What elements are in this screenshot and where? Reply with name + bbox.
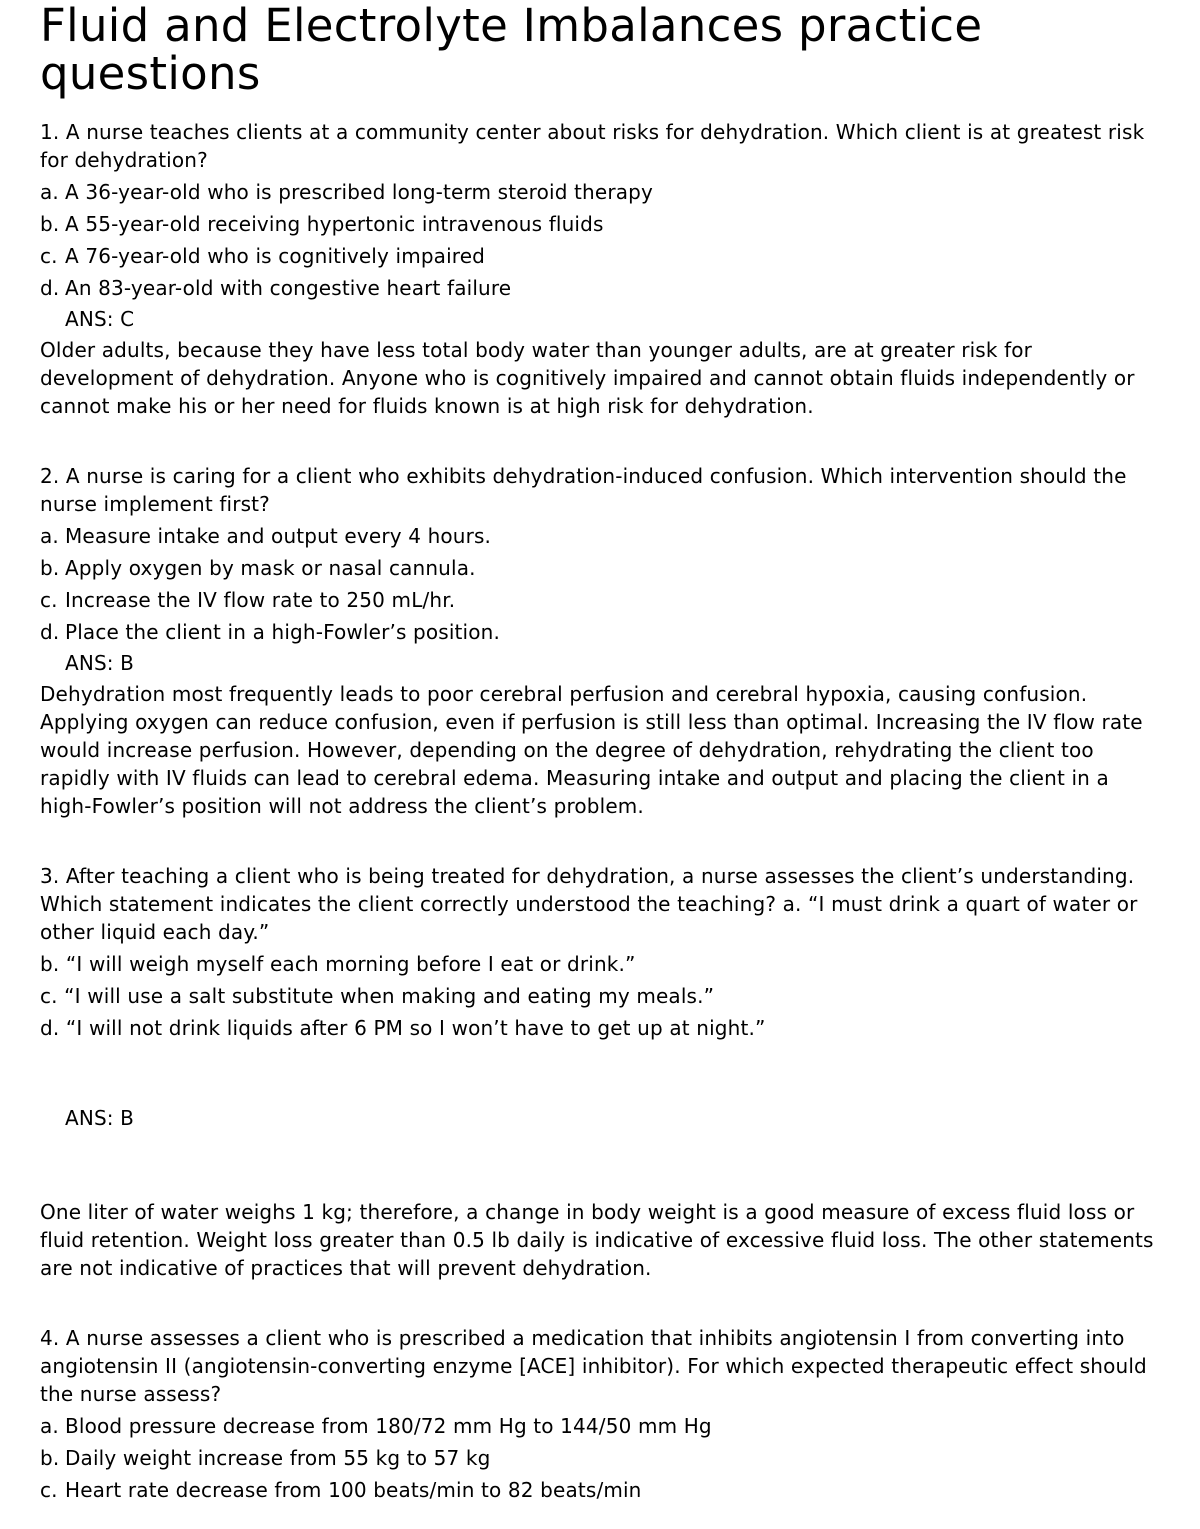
question-stem: 2. A nurse is caring for a client who exhibits dehydration-induced confusion. Which intervention should the nurse implement first?: [40, 464, 1127, 516]
option-c: [40, 242, 1165, 270]
option-text: Blood pressure decrease from 180/72 mm Hg to 144/50 mm Hg: [65, 1414, 712, 1438]
option-text: Heart rate decrease from 100 beats/min to 82 beats/min: [65, 1478, 642, 1502]
option-label: b.: [40, 1446, 60, 1470]
option-label: c.: [40, 1478, 58, 1502]
option-label: b.: [40, 952, 60, 976]
option-text: Increase the IV flow rate to 250 mL/hr.: [65, 588, 456, 612]
option-label: d.: [40, 1016, 60, 1040]
question-stem: 3. After teaching a client who is being treated for dehydration, a nurse assesses the client’s understanding. Which statement indicates the client correctly understood the teaching? a. “I must drink a quart of water or other liquid each day.”: [40, 864, 1138, 944]
question-3: [40, 862, 1165, 1282]
option-b: [40, 1444, 1165, 1472]
option-label: a.: [40, 1414, 59, 1438]
answer-key: ANS: C: [65, 307, 135, 331]
option-label: c.: [40, 984, 58, 1008]
option-label: a.: [40, 180, 59, 204]
option-label: c.: [40, 244, 58, 268]
option-b: [40, 950, 1165, 978]
question-stem: 1. A nurse teaches clients at a community center about risks for dehydration. Which client is at greatest risk for dehydration?: [40, 120, 1145, 172]
document-page: [40, 0, 1165, 1504]
option-label: d.: [40, 276, 60, 300]
option-b: [40, 210, 1165, 238]
option-c: [40, 982, 1165, 1010]
option-text: A 76-year-old who is cognitively impaired: [65, 244, 486, 268]
question-2: [40, 462, 1165, 820]
option-text: “I will use a salt substitute when making and eating my meals.”: [64, 984, 715, 1008]
option-text: “I will weigh myself each morning before I eat or drink.”: [65, 952, 636, 976]
option-a: [40, 1412, 1165, 1440]
option-c: [40, 586, 1165, 614]
answer-key: ANS: B: [65, 1106, 135, 1130]
rationale: Dehydration most frequently leads to poor cerebral perfusion and cerebral hypoxia, causing confusion. Applying oxygen can reduce confusion, even if perfusion is still less than optimal. Increasing the IV flow rate would increase perfusion. However, depending on the degree of dehydration, rehydrating the client too rapidly with IV fluids can lead to cerebral edema. Measuring intake and output and placing the client in a high-Fowler’s position will not address the client’s problem.: [40, 682, 1143, 818]
option-d: [40, 1014, 1165, 1042]
option-d: [40, 618, 1165, 646]
option-d: [40, 274, 1165, 302]
option-label: d.: [40, 620, 60, 644]
rationale: Older adults, because they have less total body water than younger adults, are at greater risk for development of dehydration. Anyone who is cognitively impaired and cannot obtain fluids independently or cannot make his or her need for fluids known is at high risk for dehydration.: [40, 338, 1135, 418]
option-label: c.: [40, 588, 58, 612]
option-b: [40, 554, 1165, 582]
option-a: [40, 522, 1165, 550]
option-text: Apply oxygen by mask or nasal cannula.: [65, 556, 476, 580]
option-text: An 83-year-old with congestive heart failure: [65, 276, 512, 300]
page-title: Fluid and Electrolyte Imbalances practice questions: [40, 0, 983, 100]
option-c: [40, 1476, 1165, 1504]
question-1: [40, 118, 1165, 420]
option-a: [40, 178, 1165, 206]
answer-key: ANS: B: [65, 651, 135, 675]
option-text: A 36-year-old who is prescribed long-term steroid therapy: [65, 180, 653, 204]
option-label: a.: [40, 524, 59, 548]
question-stem: 4. A nurse assesses a client who is prescribed a medication that inhibits angiotensin I from converting into angiotensin II (angiotensin-converting enzyme [ACE] inhibitor). For which expected therapeutic effect should the nurse assess?: [40, 1326, 1147, 1406]
option-text: A 55-year-old receiving hypertonic intravenous fluids: [65, 212, 604, 236]
question-4: [40, 1324, 1165, 1504]
rationale: One liter of water weighs 1 kg; therefore, a change in body weight is a good measure of excess fluid loss or fluid retention. Weight loss greater than 0.5 lb daily is indicative of excessive fluid loss. The other statements are not indicative of practices that will prevent dehydration.: [40, 1200, 1154, 1280]
option-label: b.: [40, 556, 60, 580]
option-label: b.: [40, 212, 60, 236]
option-text: Daily weight increase from 55 kg to 57 kg: [65, 1446, 491, 1470]
option-text: Measure intake and output every 4 hours.: [65, 524, 492, 548]
option-text: Place the client in a high-Fowler’s position.: [65, 620, 500, 644]
option-text: “I will not drink liquids after 6 PM so I won’t have to get up at night.”: [65, 1016, 766, 1040]
